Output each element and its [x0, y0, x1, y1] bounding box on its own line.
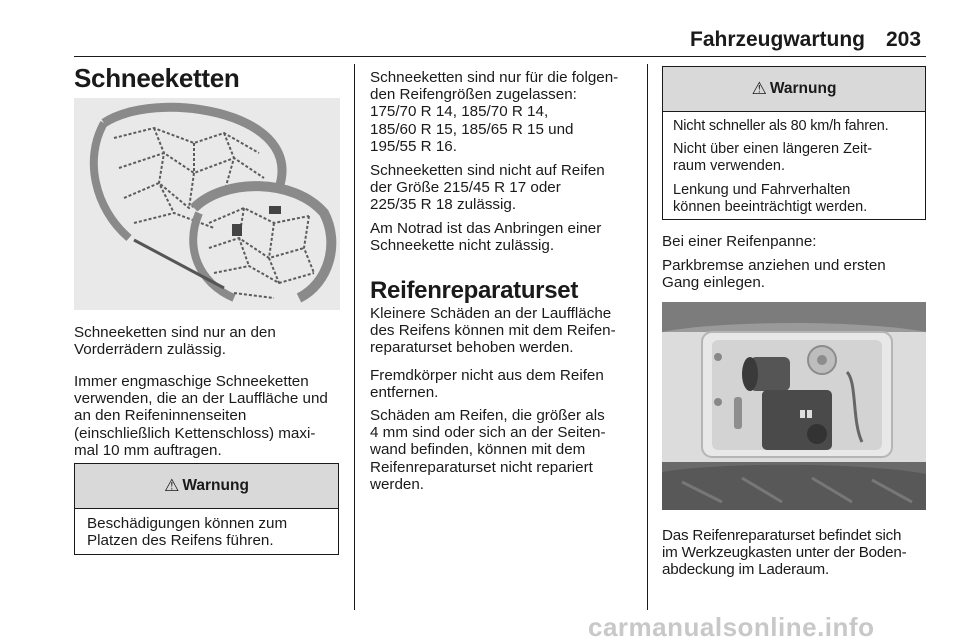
tyre-repair-kit-photo: [662, 302, 926, 510]
warning-body: Beschädigungen können zum Platzen des Reifens führen.: [87, 515, 288, 550]
warning-header: [75, 464, 338, 509]
snow-chains-illustration: [74, 98, 340, 310]
warning-header: [663, 67, 925, 112]
header-rule: [74, 56, 926, 57]
warning-body: Nicht schneller als 80 km/h fahren. Nicht über einen längeren Zeit- raum verwenden. Lenkung und Fahrverhalten können beeinträchtigt werden.: [673, 118, 889, 215]
page-number: 203: [886, 28, 922, 51]
column-divider-left: [354, 64, 355, 610]
column-divider-right: [647, 64, 648, 610]
warning-icon: ⚠: [751, 79, 767, 98]
warning-box-repair-kit: [662, 66, 926, 220]
warning-title: Warnung: [182, 477, 249, 494]
paragraph-fine-mesh-chains: Immer engmaschige Schneeketten verwenden, die an der Lauffläche und an den Reifeninnenseiten (einschließlich Kettenschloss) maxi- mal 10 mm auftragen.: [74, 373, 328, 459]
paragraph-approved-sizes: Schneeketten sind nur für die folgen- den Reifengrößen zugelassen: 175/70 R 14, 185/70 R 14, 185/60 R 15, 185/65 R 15 und 195/55 R 16.: [370, 69, 619, 155]
watermark: carmanualsonline.info: [588, 612, 875, 642]
compressor-cylinder: [742, 357, 790, 391]
paragraph-front-wheels: Schneeketten sind nur an den Vorderrädern zulässig.: [74, 324, 276, 359]
paragraph-park-brake: Parkbremse anziehen und ersten Gang einlegen.: [662, 257, 886, 292]
figure-caption-repair-kit-location: Das Reifenreparaturset befindet sich im Werkzeugkasten unter der Boden- abdeckung im Laderaum.: [662, 527, 907, 579]
warning-box-tyre-damage: [74, 463, 339, 555]
paragraph-foreign-objects: Fremdkörper nicht aus dem Reifen entfernen.: [370, 367, 604, 402]
running-header-title: Fahrzeugwartung: [690, 28, 866, 51]
paragraph-spare-wheel: Am Notrad ist das Anbringen einer Schneekette nicht zulässig.: [370, 220, 602, 255]
paragraph-flat-tyre: Bei einer Reifenpanne:: [662, 233, 817, 250]
paragraph-minor-damage: Kleinere Schäden an der Lauffläche des Reifens können mit dem Reifen- reparaturset behoben werden.: [370, 305, 616, 357]
paragraph-not-approved-sizes: Schneeketten sind nicht auf Reifen der Größe 215/45 R 17 oder 225/35 R 18 zulässig.: [370, 162, 605, 214]
warning-icon: ⚠: [164, 476, 180, 495]
section-heading-tyre-repair-kit: Reifenreparaturset: [370, 277, 579, 304]
warning-title: Warnung: [769, 80, 837, 97]
section-heading-snow-chains: Schneeketten: [74, 63, 240, 93]
paragraph-large-damage: Schäden am Reifen, die größer als 4 mm sind oder sich an der Seiten- wand befinden, können mit dem Reifenreparaturset nicht repariert werden.: [370, 407, 606, 493]
